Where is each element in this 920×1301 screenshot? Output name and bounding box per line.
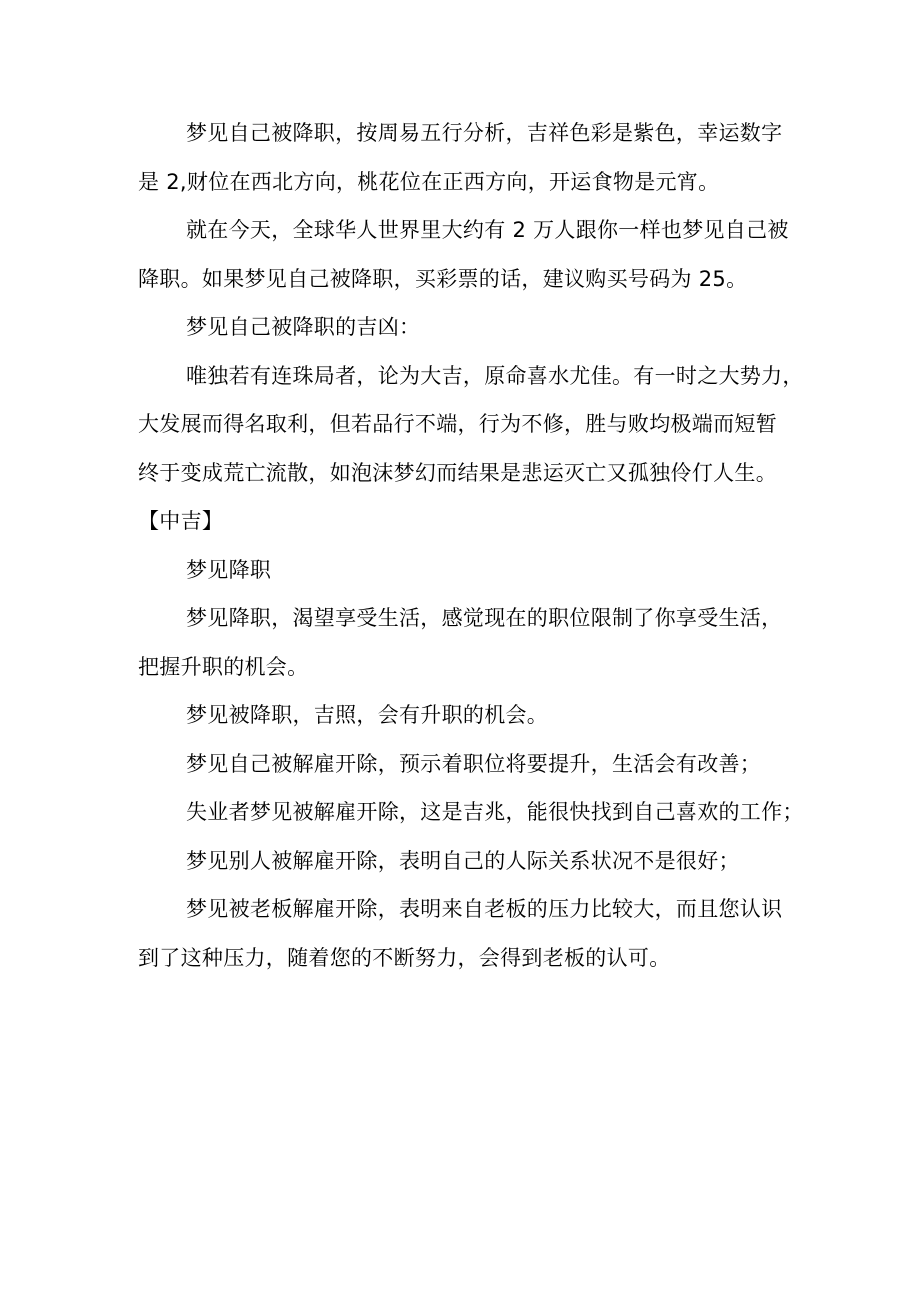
fortune-rating-label: 【中吉】 [138,509,224,533]
text-line: 梦见被降职，吉照，会有升职的机会。 [186,703,549,727]
section-heading-fortune: 梦见自己被降职的吉凶： [186,315,421,339]
text-line: 梦见别人被解雇开除，表明自己的人际关系状况不是很好； [186,848,740,873]
text-line: 唯独若有连珠局者，论为大吉，原命喜水尤佳。有一时之大势力， [186,363,804,388]
text-line: 失业者梦见被解雇开除，这是吉兆，能很快找到自己喜欢的工作； [186,800,804,824]
text-line: 降职。如果梦见自己被降职，买彩票的话，建议购买号码为 25。 [138,266,748,291]
text-line: 梦见自己被降职，按周易五行分析，吉祥色彩是紫色，幸运数字 [186,121,783,145]
text-line: 梦见降职，渴望享受生活，感觉现在的职位限制了你享受生活， [186,606,783,630]
text-line: 是 2,财位在西北方向，桃花位在正西方向，开运食物是元宵。 [138,169,720,194]
text-line: 大发展而得名取利，但若品行不端，行为不修，胜与败均极端而短暂 [138,412,777,436]
text-line: 终于变成荒亡流散，如泡沫梦幻而结果是悲运灭亡又孤独伶仃人生。 [138,460,777,485]
text-line: 就在今天，全球华人世界里大约有 2 万人跟你一样也梦见自己被 [186,218,789,242]
document-body [138,113,804,986]
text-line: 梦见被老板解雇开除，表明来自老板的压力比较大，而且您认识 [186,897,783,921]
section-heading-demotion: 梦见降职 [186,557,272,582]
text-line: 把握升职的机会。 [138,654,309,679]
text-line: 梦见自己被解雇开除，预示着职位将要提升，生活会有改善； [186,751,762,776]
text-line: 到了这种压力，随着您的不断努力，会得到老板的认可。 [138,945,671,970]
